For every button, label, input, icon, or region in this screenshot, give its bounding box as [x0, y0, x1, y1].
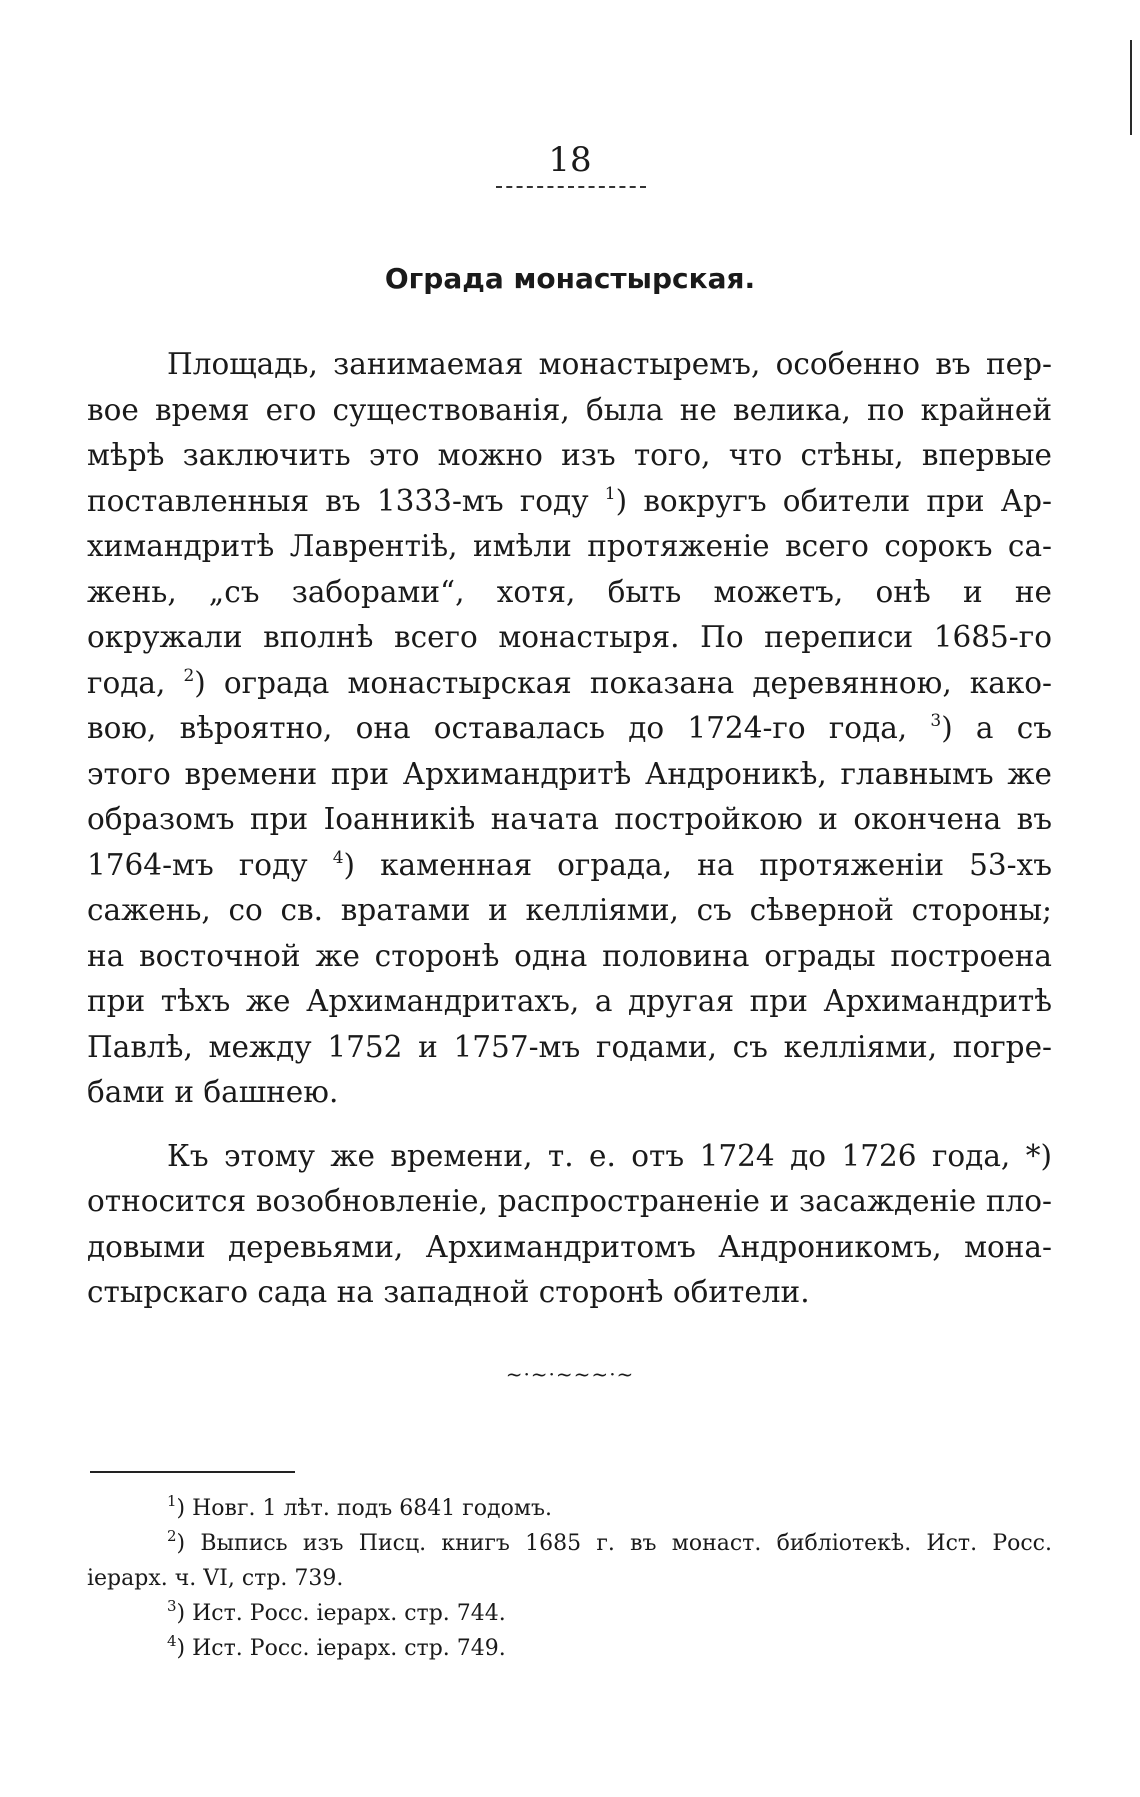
paragraph-2 — [87, 1134, 1052, 1316]
text-segment: года, — [87, 665, 184, 700]
footnote-text: іерарх. ч. VI, стр. 739. — [87, 1566, 344, 1591]
paragraph-1 — [87, 342, 1052, 1116]
text-line — [87, 706, 1052, 752]
text-line: при тѣхъ же Архимандритахъ, а другая при Архимандритѣ — [87, 984, 1052, 1018]
text-segment: ) а съ — [941, 711, 1052, 745]
decorative-ornament: ~·~·~~~·~ — [505, 1362, 635, 1386]
text-segment: ) ограда монастырская показана деревянною, како- — [194, 665, 1053, 700]
section-heading: Ограда монастырская. — [384, 262, 756, 295]
text-line: Павлѣ, между 1752 и 1757-мъ годами, съ келліями, погре- — [87, 1029, 1052, 1064]
footnote-reference: 2 — [183, 665, 195, 686]
footnote-reference: 1 — [604, 483, 616, 504]
footnote-reference: 4 — [332, 847, 344, 868]
text-segment: ) вокругъ обители при Ар- — [615, 483, 1052, 518]
text-line: Къ этому же времени, т. е. отъ 1724 до 1726 года, *) — [167, 1138, 1052, 1173]
footnote-paren: ) — [176, 1636, 193, 1661]
text-line: стырскаго сада на западной сторонѣ обители. — [87, 1275, 810, 1309]
text-line — [87, 661, 1052, 707]
text-line: Площадь, занимаемая монастыремъ, особенно въ пер- — [167, 347, 1052, 381]
text-line: сажень, со св. вратами и келліями, съ сѣверной стороны; — [87, 893, 1052, 927]
page-edge-line — [1130, 40, 1132, 135]
page-number: 18 — [548, 140, 592, 180]
main-text — [87, 342, 1052, 1316]
text-line: относится возобновленіе, распространеніе и засажденіе пло- — [87, 1184, 1052, 1218]
text-segment: 1764-мъ году — [87, 847, 333, 882]
footnotes — [87, 1491, 1052, 1666]
text-segment: ) каменная ограда, на протяженіи 53-хъ — [343, 847, 1053, 882]
text-line: жень, „съ заборами“, хотя, быть можетъ, онѣ и не — [87, 574, 1052, 609]
footnote-reference: 3 — [930, 711, 942, 731]
text-segment: вою, вѣроятно, она оставалась до 1724-го года, — [87, 711, 931, 745]
footnote-line — [87, 1561, 1052, 1596]
text-segment: поставленныя въ 1333-мъ году — [87, 483, 605, 518]
footnote-text: Новг. 1 лѣт. подъ 6841 годомъ. — [192, 1496, 552, 1521]
footnote-line — [87, 1491, 1052, 1526]
footnote-line — [87, 1526, 1052, 1561]
footnotes-rule — [90, 1471, 295, 1473]
footnote-paren: ) — [176, 1531, 201, 1556]
text-line: химандритѣ Лаврентіѣ, имѣли протяженіе всего сорокъ са- — [87, 529, 1052, 563]
page-number-rule — [496, 186, 646, 188]
text-line: образомъ при Іоанникіѣ начата постройкою и окончена въ — [87, 802, 1052, 836]
footnote-text: Ист. Росс. іерарх. стр. 749. — [192, 1636, 506, 1661]
paragraph-gap — [87, 1116, 1052, 1134]
footnote-marker: 3 — [167, 1597, 177, 1615]
text-line: бами и башнею. — [87, 1075, 339, 1109]
text-line: мѣрѣ заключить это можно изъ того, что стѣны, впервые — [87, 438, 1052, 472]
text-line: окружали вполнѣ всего монастыря. По переписи 1685-го — [87, 620, 1052, 654]
text-line — [87, 843, 1052, 889]
text-line: довыми деревьями, Архимандритомъ Андроникомъ, мона- — [87, 1229, 1052, 1264]
text-line: этого времени при Архимандритѣ Андроникѣ, главнымъ же — [87, 756, 1052, 791]
footnote-line — [87, 1596, 1052, 1631]
footnote-text: Ист. Росс. іерарх. стр. 744. — [192, 1601, 506, 1626]
text-line: вое время его существованія, была не велика, по крайней — [87, 392, 1052, 427]
footnote-marker: 4 — [167, 1632, 177, 1650]
footnote-line — [87, 1631, 1052, 1666]
footnote-paren: ) — [176, 1601, 193, 1626]
footnote-marker: 2 — [167, 1527, 177, 1545]
footnote-marker: 1 — [167, 1492, 177, 1510]
text-line — [87, 479, 1052, 525]
footnote-text: Выпись изъ Писц. книгъ 1685 г. въ монаст. библіотекѣ. Ист. Росс. — [200, 1531, 1052, 1556]
text-line: на восточной же сторонѣ одна половина ограды построена — [87, 938, 1052, 973]
footnote-paren: ) — [176, 1496, 193, 1521]
